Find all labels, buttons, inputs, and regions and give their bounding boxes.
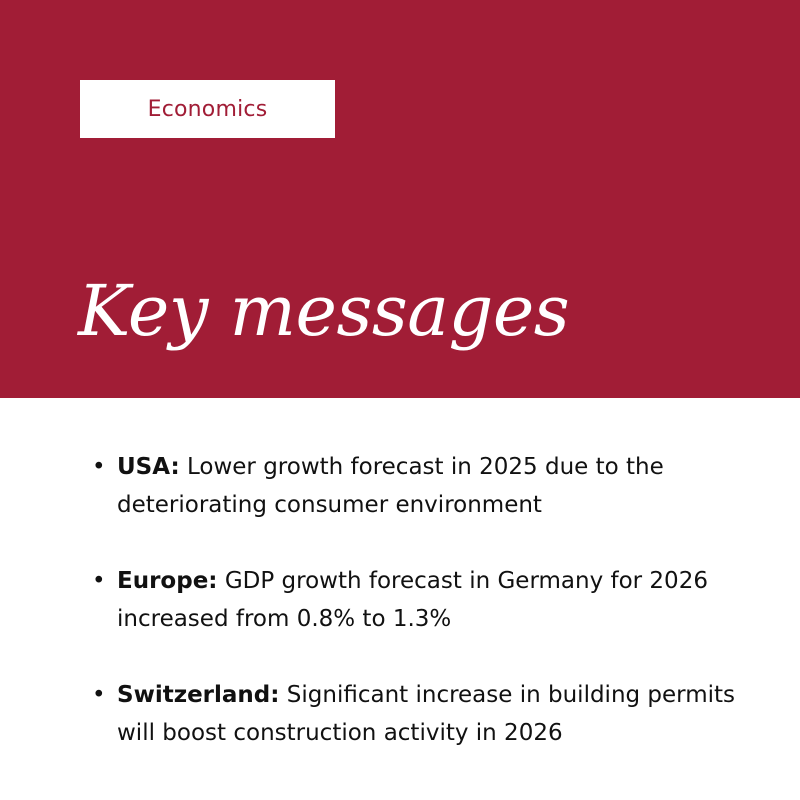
category-tag xyxy=(80,80,335,138)
message-text: Significant increase in building permits will boost construction activity in 2026 xyxy=(117,682,736,746)
message-item-usa xyxy=(92,448,772,524)
region-label: USA: xyxy=(117,454,180,480)
message-text: GDP growth forecast in Germany for 2026 increased from 0.8% to 1.3% xyxy=(117,568,708,632)
message-item-europe xyxy=(92,562,772,638)
bullet-icon: • xyxy=(92,682,106,708)
bullet-icon: • xyxy=(92,454,106,480)
region-label: Switzerland: xyxy=(117,682,280,708)
category-label: Economics xyxy=(147,96,268,122)
page-title: Key messages xyxy=(78,270,570,352)
region-label: Europe: xyxy=(117,568,218,594)
message-text: Lower growth forecast in 2025 due to the deteriorating consumer environment xyxy=(117,454,664,518)
header-banner xyxy=(0,0,800,398)
key-messages-list xyxy=(92,448,772,790)
message-item-switzerland xyxy=(92,676,772,752)
bullet-icon: • xyxy=(92,568,106,594)
